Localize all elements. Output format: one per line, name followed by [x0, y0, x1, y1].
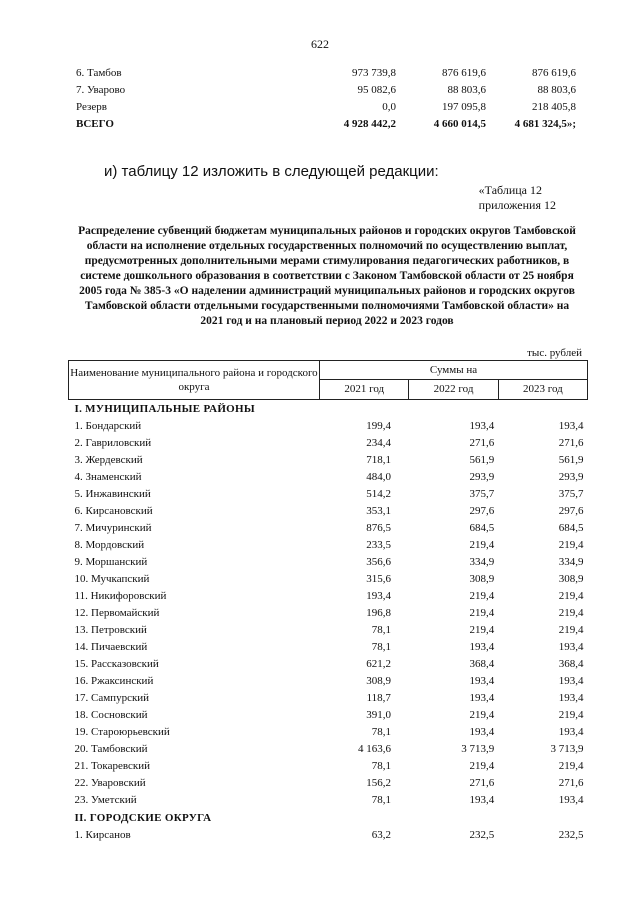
table-row: [76, 115, 576, 132]
table-row: [69, 418, 588, 435]
value-2023: 4 681 324,5»;: [514, 117, 576, 130]
value-2023: 193,4: [558, 692, 584, 704]
value-2023: 368,4: [558, 658, 584, 670]
value-2022: 375,7: [469, 488, 495, 500]
table-row: [69, 690, 588, 707]
table-row: [76, 81, 576, 98]
table-row: [69, 571, 588, 588]
value-2021: 391,0: [366, 709, 391, 721]
value-2022: 219,4: [469, 760, 495, 772]
value-2023: 293,9: [558, 471, 584, 483]
row-name: ВСЕГО: [76, 117, 114, 130]
table-row: [69, 554, 588, 571]
value-2021: 233,5: [366, 539, 391, 551]
table-row: [69, 707, 588, 724]
district-name: 14. Пичаевский: [74, 641, 148, 653]
value-2022: 219,4: [469, 624, 495, 636]
value-2022: 3 713,9: [461, 743, 495, 755]
value-2021: 193,4: [366, 590, 391, 602]
value-2021: 356,6: [366, 556, 391, 568]
district-name: 16. Ржаксинский: [74, 675, 154, 687]
value-2023: 561,9: [558, 454, 584, 466]
table-row: [76, 98, 576, 115]
table-row: [69, 656, 588, 673]
value-2021: 973 739,8: [352, 66, 396, 79]
value-2021: 63,2: [371, 829, 391, 841]
value-2023: 297,6: [558, 505, 584, 517]
section-title: II. ГОРОДСКИЕ ОКРУГА: [74, 811, 212, 824]
value-2023: 219,4: [558, 760, 584, 772]
district-name: 11. Никифоровский: [74, 590, 167, 602]
value-2023: 193,4: [558, 726, 584, 738]
table-row: [69, 588, 588, 605]
header-year-2022: 2022 год: [409, 379, 498, 399]
value-2023: 219,4: [558, 607, 584, 619]
value-2023: 271,6: [558, 777, 584, 789]
table-row: [69, 503, 588, 520]
value-2023: 219,4: [558, 624, 584, 636]
table-row: [69, 758, 588, 775]
header-year-2023: 2023 год: [498, 379, 587, 399]
district-name: 23. Уметский: [74, 794, 137, 806]
section-title: I. МУНИЦИПАЛЬНЫЕ РАЙОНЫ: [74, 402, 255, 415]
value-2022: 368,4: [469, 658, 495, 670]
value-2022: 193,4: [469, 675, 495, 687]
table-label: [479, 183, 556, 213]
value-2022: 193,4: [469, 726, 495, 738]
value-2023: 193,4: [558, 675, 584, 687]
value-2022: 88 803,6: [447, 83, 486, 96]
table-heading: Распределение субвенций бюджетам муниципальных районов и городских округов Тамбовской области на исполнение отдельных государственных полномочий по осуществлению выплат, предусмотренных дополнительными мерами стимулирования педагогических работников, в системе дошкольного образования в соответствии с Законом Тамбовской области от 25 ноября 2005 года № 385-3 «О наделении администраций муниципальных районов и городских округов Тамбовской области отдельными государственными полномочиями Тамбовской области» на 2021 год и на плановый период 2022 и 2023 годов: [78, 225, 576, 327]
value-2022: 684,5: [469, 522, 495, 534]
row-name: 6. Тамбов: [76, 66, 122, 79]
value-2022: 219,4: [469, 607, 495, 619]
table-row: [69, 605, 588, 622]
value-2021: 718,1: [366, 454, 391, 466]
value-2021: 4 163,6: [357, 743, 391, 755]
table-row: [69, 827, 588, 844]
value-2023: 218 405,8: [532, 100, 576, 113]
value-2022: 219,4: [469, 590, 495, 602]
value-2021: 4 928 442,2: [343, 117, 396, 130]
table-row: [69, 622, 588, 639]
value-2021: 353,1: [366, 505, 391, 517]
value-2021: 199,4: [366, 420, 391, 432]
table-row: [76, 64, 576, 81]
table-row: [69, 452, 588, 469]
value-2021: 0,0: [382, 100, 396, 113]
value-2022: 193,4: [469, 641, 495, 653]
table-row: [69, 741, 588, 758]
district-name: 2. Гавриловский: [74, 437, 152, 449]
unit-label: тыс. рублей: [527, 347, 582, 359]
value-2021: 621,2: [366, 658, 391, 670]
page-number: 622: [311, 37, 329, 51]
value-2022: 232,5: [469, 829, 495, 841]
table-label-line1: «Таблица 12: [478, 183, 542, 197]
instruction-text: и) таблицу 12 изложить в следующей редакции:: [104, 163, 439, 180]
value-2021: 308,9: [366, 675, 391, 687]
table-row: [69, 486, 588, 503]
value-2023: 193,4: [558, 794, 584, 806]
district-name: 18. Сосновский: [74, 709, 148, 721]
value-2022: 293,9: [469, 471, 495, 483]
top-summary-table: [76, 64, 576, 132]
value-2022: 197 095,8: [442, 100, 486, 113]
value-2021: 118,7: [366, 692, 391, 704]
district-name: 8. Мордовский: [74, 539, 145, 551]
district-name: 21. Токаревский: [74, 760, 150, 772]
value-2023: 193,4: [558, 641, 584, 653]
value-2022: 876 619,6: [442, 66, 486, 79]
district-name: 17. Сампурский: [74, 692, 150, 704]
district-name: 1. Кирсанов: [74, 829, 131, 841]
value-2021: 78,1: [371, 726, 391, 738]
value-2023: 88 803,6: [537, 83, 576, 96]
table-row: [69, 639, 588, 656]
district-name: 9. Моршанский: [74, 556, 148, 568]
table-row: [69, 469, 588, 486]
district-name: 3. Жердевский: [74, 454, 143, 466]
value-2023: 334,9: [558, 556, 584, 568]
subventions-table: [68, 360, 588, 844]
district-name: 7. Мичуринский: [74, 522, 152, 534]
value-2023: 219,4: [558, 539, 584, 551]
table-row: [69, 792, 588, 809]
value-2021: 876,5: [366, 522, 391, 534]
value-2023: 876 619,6: [532, 66, 576, 79]
value-2022: 219,4: [469, 709, 495, 721]
header-sums-on: Суммы на: [320, 361, 588, 380]
value-2023: 232,5: [558, 829, 584, 841]
district-name: 22. Уваровский: [74, 777, 146, 789]
district-name: 13. Петровский: [74, 624, 147, 636]
value-2021: 78,1: [371, 624, 391, 636]
section-row: [69, 809, 588, 827]
value-2023: 3 713,9: [550, 743, 584, 755]
value-2022: 271,6: [469, 777, 495, 789]
value-2022: 334,9: [469, 556, 495, 568]
header-name-column: Наименование муниципального района и городского округа: [69, 361, 320, 400]
district-name: 12. Первомайский: [74, 607, 160, 619]
value-2021: 315,6: [366, 573, 391, 585]
value-2022: 561,9: [469, 454, 495, 466]
district-name: 15. Рассказовский: [74, 658, 159, 670]
value-2023: 193,4: [558, 420, 584, 432]
table-row: [69, 435, 588, 452]
value-2022: 4 660 014,5: [433, 117, 486, 130]
value-2023: 375,7: [558, 488, 584, 500]
value-2022: 297,6: [469, 505, 495, 517]
value-2023: 684,5: [558, 522, 584, 534]
table-row: [69, 673, 588, 690]
header-year-2021: 2021 год: [320, 379, 409, 399]
value-2021: 78,1: [371, 794, 391, 806]
value-2023: 308,9: [558, 573, 584, 585]
district-name: 10. Мучкапский: [74, 573, 150, 585]
row-name: 7. Уварово: [76, 83, 126, 96]
value-2022: 219,4: [469, 539, 495, 551]
value-2022: 193,4: [469, 794, 495, 806]
value-2023: 219,4: [558, 590, 584, 602]
value-2021: 484,0: [366, 471, 391, 483]
table-row: [69, 724, 588, 741]
value-2021: 78,1: [371, 760, 391, 772]
district-name: 19. Староюрьевский: [74, 726, 170, 738]
value-2022: 271,6: [469, 437, 495, 449]
table-row: [69, 537, 588, 554]
district-name: 5. Инжавинский: [74, 488, 151, 500]
table-row: [69, 520, 588, 537]
value-2022: 308,9: [469, 573, 495, 585]
value-2021: 156,2: [366, 777, 391, 789]
value-2021: 234,4: [366, 437, 391, 449]
row-name: Резерв: [76, 100, 107, 113]
value-2023: 219,4: [558, 709, 584, 721]
value-2021: 95 082,6: [357, 83, 396, 96]
value-2021: 78,1: [371, 641, 391, 653]
table-label-line2: приложения 12: [478, 198, 556, 212]
district-name: 1. Бондарский: [74, 420, 142, 432]
district-name: 6. Кирсановский: [74, 505, 153, 517]
value-2022: 193,4: [469, 692, 495, 704]
district-name: 4. Знаменский: [74, 471, 142, 483]
value-2021: 514,2: [366, 488, 391, 500]
district-name: 20. Тамбовский: [74, 743, 148, 755]
section-row: [69, 400, 588, 419]
value-2021: 196,8: [366, 607, 391, 619]
table-row: [69, 775, 588, 792]
value-2022: 193,4: [469, 420, 495, 432]
value-2023: 271,6: [558, 437, 584, 449]
